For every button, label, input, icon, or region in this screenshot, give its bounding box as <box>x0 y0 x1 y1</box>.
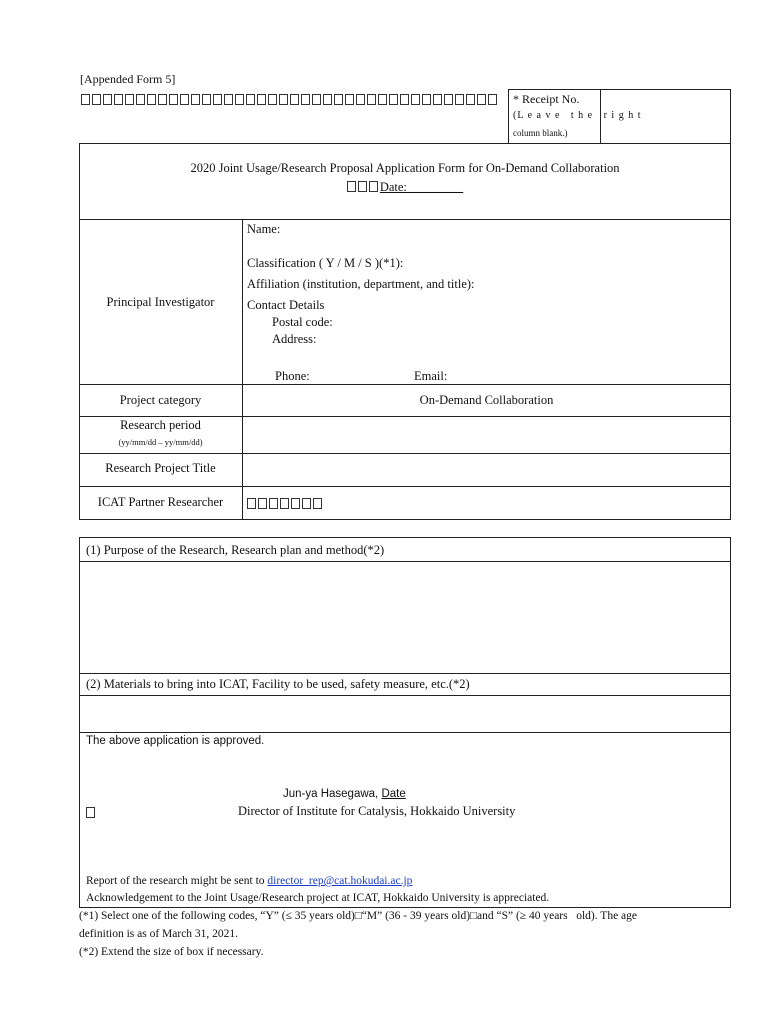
missing-glyph <box>180 94 189 105</box>
director-title: Director of Institute for Catalysis, Hokkaido University <box>238 804 516 818</box>
acknowledgement: Acknowledgement to the Joint Usage/Research project at ICAT, Hokkaido University is appreciated. <box>86 892 550 904</box>
report-email-link[interactable]: director_rep@cat.hokudai.ac.jp <box>267 875 413 887</box>
missing-glyph <box>455 94 464 105</box>
receipt-note-2: column blank.) <box>513 128 568 138</box>
missing-glyph <box>378 94 387 105</box>
section1-body[interactable] <box>80 562 730 672</box>
category-label: Project category <box>119 393 202 407</box>
missing-glyph <box>290 94 299 105</box>
missing-glyph <box>202 94 211 105</box>
missing-glyph <box>169 94 178 105</box>
missing-glyph <box>247 498 256 509</box>
missing-glyph <box>323 94 332 105</box>
receipt-note: (L e a v e t h e r i g h t <box>513 110 642 121</box>
footnote-2: (*2) Extend the size of box if necessary. <box>79 946 264 958</box>
missing-glyph <box>114 94 123 105</box>
date-line <box>79 180 731 195</box>
missing-glyph <box>280 498 289 509</box>
missing-glyph <box>411 94 420 105</box>
report-line <box>86 875 412 887</box>
name-label: Name: <box>247 222 281 236</box>
missing-glyph <box>81 94 90 105</box>
signer-line <box>283 788 434 800</box>
missing-glyph <box>313 498 322 509</box>
report-prefix: Report of the research might be sent to <box>86 875 265 887</box>
missing-glyph <box>103 94 112 105</box>
missing-glyph <box>369 181 378 192</box>
missing-glyph <box>433 94 442 105</box>
address-label: Address: <box>272 332 317 346</box>
footnote-1: (*1) Select one of the following codes, “Y” (≤ 35 years old)□“M” (36 - 39 years old)□and “S” (≥ 40 years old). The age <box>79 910 638 922</box>
missing-glyph <box>268 94 277 105</box>
missing-glyph <box>347 181 356 192</box>
footnote-1-cont: definition is as of March 31, 2021. <box>79 928 239 940</box>
form-title: 2020 Joint Usage/Research Proposal Application Form for On-Demand Collaboration <box>190 161 620 175</box>
period-format: (yy/mm/dd – yy/mm/dd) <box>118 437 203 447</box>
missing-glyph <box>235 94 244 105</box>
missing-glyph <box>466 94 475 105</box>
section2-body[interactable] <box>80 696 730 732</box>
affiliation-label: Affiliation (institution, department, and title): <box>247 277 475 291</box>
approval-statement: The above application is approved. <box>86 735 265 747</box>
missing-glyph <box>301 94 310 105</box>
missing-glyph <box>334 94 343 105</box>
missing-glyph <box>291 498 300 509</box>
date-label: Date:_________ <box>379 180 464 194</box>
missing-glyph <box>191 94 200 105</box>
missing-glyph <box>147 94 156 105</box>
checkbox-icon <box>86 806 97 821</box>
classification-label: Classification ( Y / M / S )(*1): <box>247 256 404 270</box>
missing-glyph <box>367 94 376 105</box>
missing-glyph <box>312 94 321 105</box>
email-label: Email: <box>414 369 448 383</box>
missing-glyph <box>269 498 278 509</box>
missing-glyph <box>302 498 311 509</box>
phone-label: Phone: <box>275 369 310 383</box>
postal-label: Postal code: <box>272 315 333 329</box>
signer-name: Jun-ya Hasegawa, <box>283 788 379 800</box>
form-label: [Appended Form 5] <box>80 72 176 86</box>
contact-label: Contact Details <box>247 298 325 312</box>
missing-glyph <box>345 94 354 105</box>
missing-glyph <box>92 94 101 105</box>
missing-glyph <box>477 94 486 105</box>
category-value: On-Demand Collaboration <box>419 393 554 407</box>
missing-glyph <box>422 94 431 105</box>
missing-glyph <box>488 94 497 105</box>
garbled-title <box>81 93 499 108</box>
period-label: Research period <box>120 418 201 432</box>
missing-glyph <box>246 94 255 105</box>
pi-label: Principal Investigator <box>106 295 215 309</box>
missing-glyph <box>125 94 134 105</box>
missing-glyph <box>444 94 453 105</box>
date-field: Date <box>381 788 406 800</box>
missing-glyph <box>224 94 233 105</box>
missing-glyph <box>358 181 367 192</box>
partner-value <box>247 497 324 512</box>
missing-glyph <box>257 94 266 105</box>
missing-glyph <box>213 94 222 105</box>
missing-glyph <box>400 94 409 105</box>
missing-glyph <box>136 94 145 105</box>
missing-glyph <box>158 94 167 105</box>
partner-label: ICAT Partner Researcher <box>97 495 224 509</box>
missing-glyph <box>258 498 267 509</box>
section1-heading: (1) Purpose of the Research, Research plan and method(*2) <box>86 543 385 557</box>
missing-glyph <box>279 94 288 105</box>
project-title-label: Research Project Title <box>105 461 216 475</box>
missing-glyph <box>389 94 398 105</box>
missing-glyph <box>356 94 365 105</box>
section2-heading: (2) Materials to bring into ICAT, Facility to be used, safety measure, etc.(*2) <box>86 677 470 691</box>
receipt-label: * Receipt No. <box>513 92 580 106</box>
